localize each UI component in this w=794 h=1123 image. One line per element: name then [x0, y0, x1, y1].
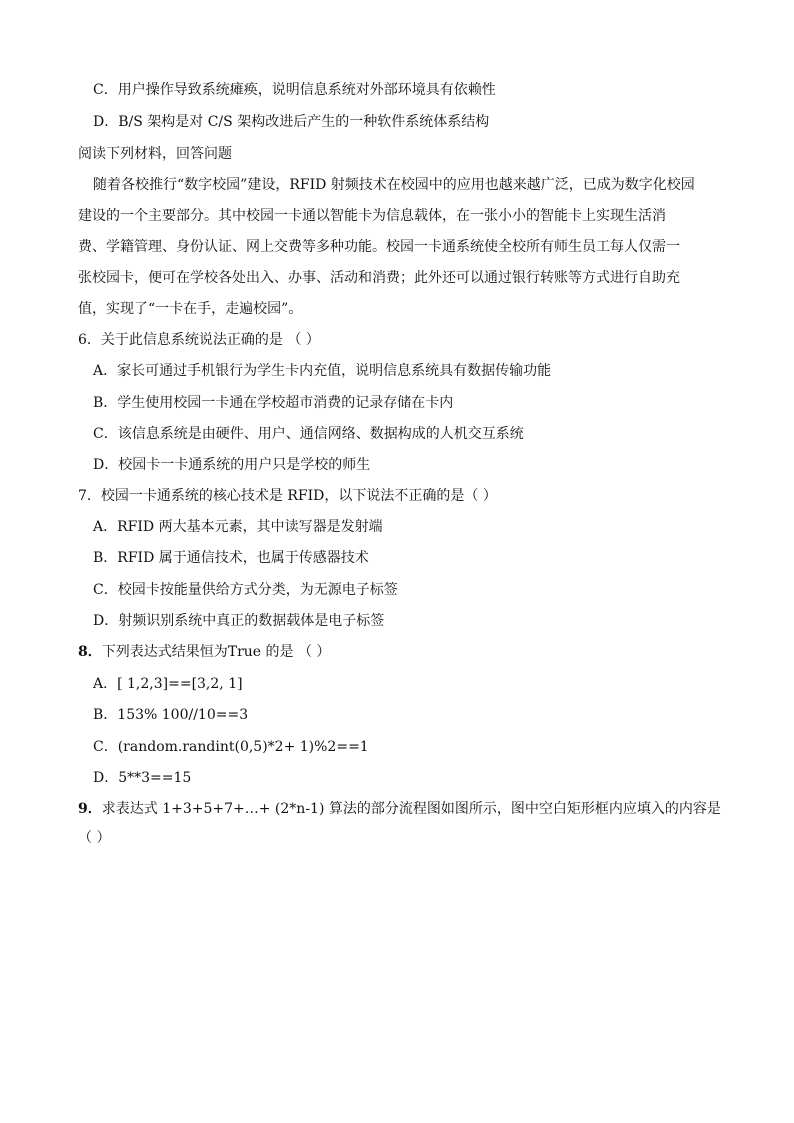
option-a: A．家长可通过手机银行为学生卡内充值，说明信息系统具有数据传输功能 — [93, 363, 552, 379]
option-d: D．5**3==15 — [93, 770, 192, 786]
question-number: 6． — [78, 332, 101, 348]
paragraph-line: 随着各校推行“数字校园”建设，RFID 射频技术在校园中的应用也越来越广泛，已成为数字化校园 — [93, 177, 695, 193]
question-text: 校园一卡通系统的核心技术是 RFID，以下说法不正确的是（ ） — [100, 488, 497, 504]
option-a: A．[ 1,2,3]==[3,2, 1] — [93, 676, 243, 692]
question-text: 下列表达式结果恒为True 的是 （ ） — [101, 644, 331, 660]
option-c: C．校园卡按能量供给方式分类，为无源电子标签 — [93, 582, 398, 598]
question-number: 9． — [78, 801, 102, 817]
option-d: D．射频识别系统中真正的数据载体是电子标签 — [93, 613, 385, 629]
option-c: C．该信息系统是由硬件、用户、通信网络、数据构成的人机交互系统 — [93, 426, 524, 442]
paragraph-line: 值，实现了“一卡在手，走遍校园”。 — [78, 301, 303, 317]
option-d: D．校园卡一卡通系统的用户只是学校的师生 — [93, 457, 371, 473]
question-text: 求表达式 1+3+5+7+…+ (2*n-1) 算法的部分流程图如图所示，图中空白矩形框内应填入的内容是 — [101, 801, 721, 817]
option-a: A．RFID 两大基本元素，其中读写器是发射端 — [93, 519, 383, 535]
question-stem — [78, 799, 721, 819]
option-b: B．RFID 属于通信技术，也属于传感器技术 — [93, 550, 369, 566]
question-stem — [78, 486, 497, 506]
option-c: C．(random.randint(0,5)*2+ 1)%2==1 — [93, 739, 369, 755]
question-stem — [78, 642, 330, 662]
question-number: 7． — [78, 488, 101, 504]
question-number: 8． — [78, 644, 102, 660]
question-stem — [78, 330, 320, 350]
q5-option-c: C．用户操作导致系统瘫痪，说明信息系统对外部环境具有依赖性 — [93, 82, 496, 98]
answer-blank: （ ） — [78, 830, 111, 846]
option-b: B．153% 100//10==3 — [93, 707, 249, 723]
paragraph-line: 费、学籍管理、身份认证、网上交费等多种功能。校园一卡通系统使全校所有师生员工每人仅需一 — [78, 239, 680, 255]
paragraph-line: 张校园卡，便可在学校各处出入、办事、活动和消费；此外还可以通过银行转账等方式进行自助充 — [78, 270, 680, 286]
option-b: B．学生使用校园一卡通在学校超市消费的记录存储在卡内 — [93, 395, 454, 411]
q5-option-d: D．B/S 架构是对 C/S 架构改进后产生的一种软件系统体系结构 — [93, 114, 490, 130]
question-text: 关于此信息系统说法正确的是 （ ） — [100, 332, 320, 348]
reading-instruction: 阅读下列材料，回答问题 — [78, 146, 232, 162]
paragraph-line: 建设的一个主要部分。其中校园一卡通以智能卡为信息载体，在一张小小的智能卡上实现生活消 — [78, 208, 666, 224]
